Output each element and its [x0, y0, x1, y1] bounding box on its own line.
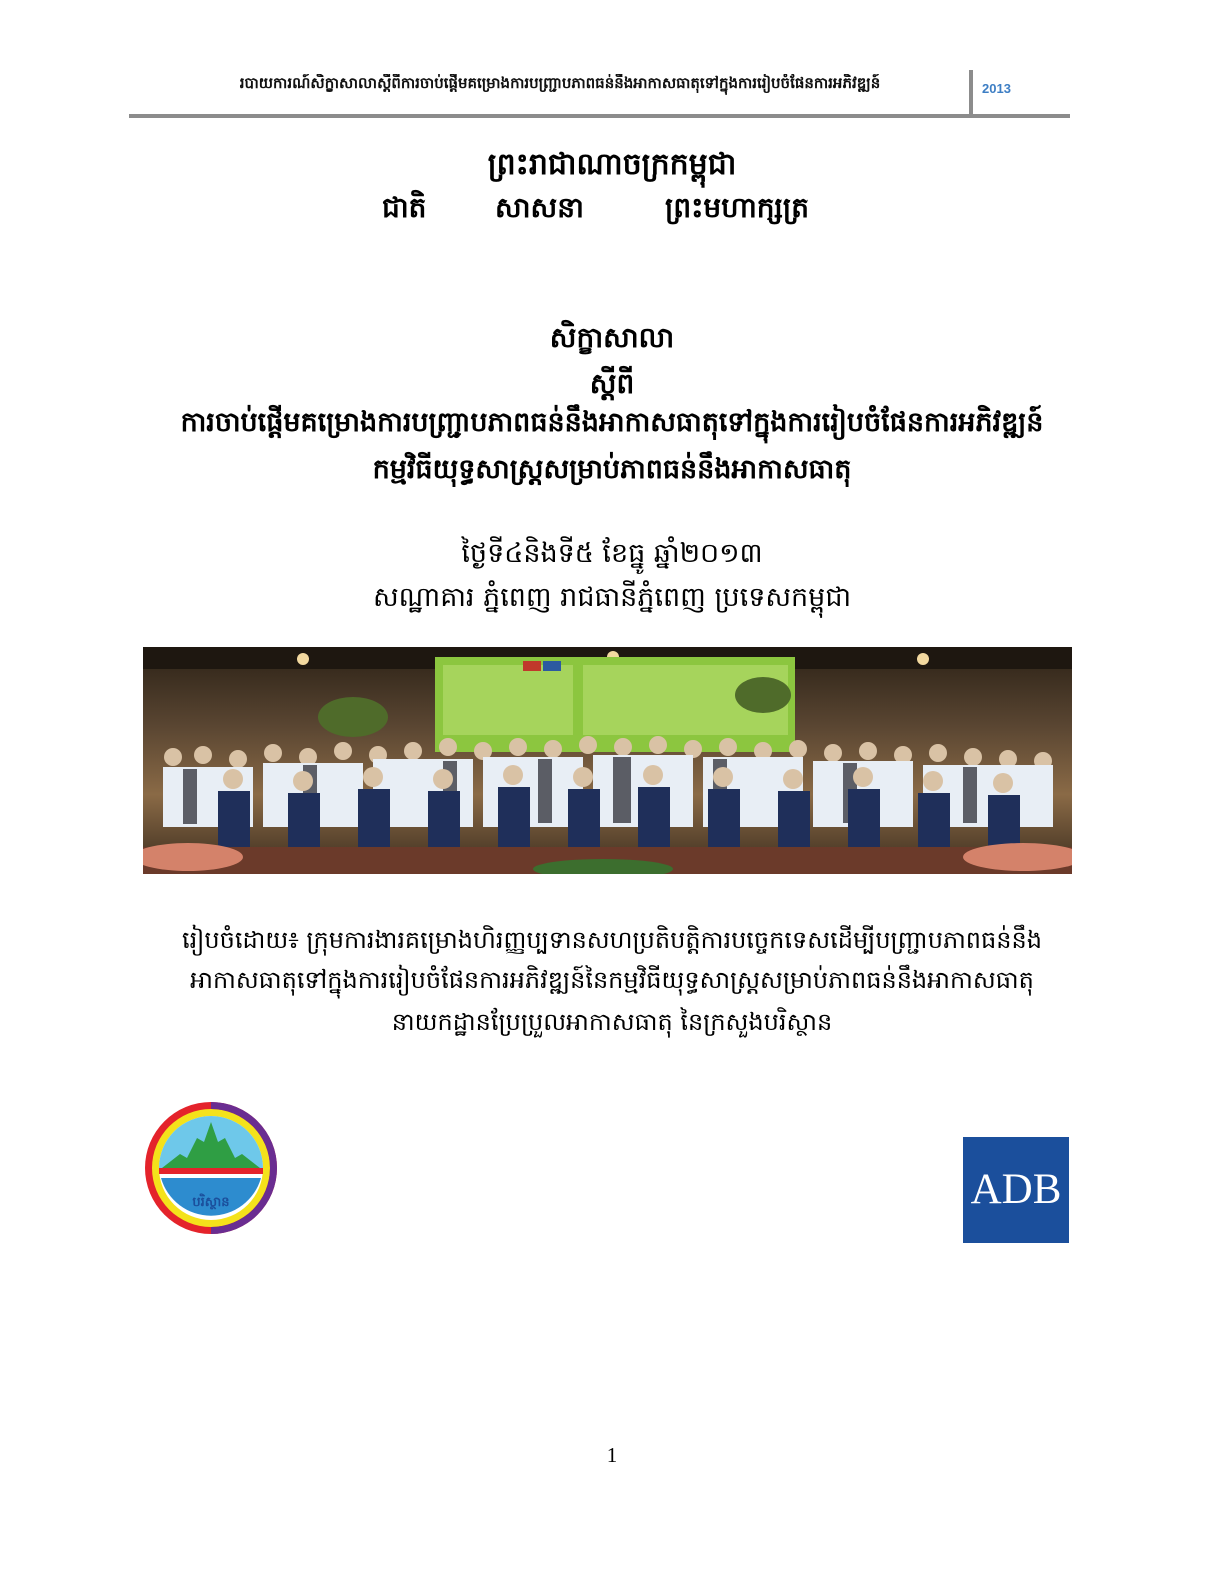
- motto-religion: សាសនា: [495, 191, 584, 224]
- motto-king: ព្រះមហាក្សត្រ: [665, 191, 809, 224]
- organizer-line-2: អាកាសធាតុទៅក្នុងការរៀបចំផែនការអភិវឌ្ឍន៍នៃកម្មវិធីយុទ្ធសាស្ត្រសម្រាប់ភាពធន់នឹងអាកាសធាតុ: [190, 966, 1034, 994]
- group-photo: [143, 647, 1072, 874]
- ministry-of-environment-logo: [142, 1098, 280, 1238]
- group-photo-illustration: [143, 647, 1072, 874]
- organizer-line-3: នាយកដ្ឋានប្រែប្រួលអាកាសធាតុ នៃក្រសួងបរិស្ថាន: [391, 1008, 833, 1036]
- motto-nation: ជាតិ: [382, 191, 427, 224]
- title-program: កម្មវិធីយុទ្ធសាស្ត្រសម្រាប់ភាពធន់នឹងអាកាសធាតុ: [372, 454, 852, 485]
- ministry-logo-text: បរិស្ថាន: [192, 1195, 230, 1210]
- event-date: ថ្ងៃទី៤និងទី៥ ខែធ្នូ ឆ្នាំ២០១៣: [461, 538, 763, 569]
- title-on: ស្តីពី: [589, 367, 635, 400]
- organizer-line-1: រៀបចំដោយ៖ ក្រុមការងារគម្រោងហិរញ្ញប្បទានសហប្រតិបត្តិការបច្ចេកទេសដើម្បីបញ្ជ្រាបភាពធន់នឹង: [182, 926, 1042, 954]
- adb-logo: ADB: [963, 1137, 1069, 1243]
- running-header-title: របាយការណ៍សិក្ខាសាលាស្តីពីការចាប់ផ្តើមគម្រោងការបញ្ជ្រាបភាពធន់នឹងអាកាសធាតុទៅក្នុងការរៀបចំផែនការអភិវឌ្ឍន៍: [239, 74, 881, 92]
- page-number: 1: [606, 1443, 618, 1467]
- title-workshop: សិក្ខាសាលា: [549, 321, 675, 354]
- header-rule: [129, 114, 1070, 118]
- title-main: ការចាប់ផ្តើមគម្រោងការបញ្ជ្រាបភាពធន់នឹងអាកាសធាតុទៅក្នុងការរៀបចំផែនការអភិវឌ្ឍន៍: [180, 407, 1044, 438]
- event-venue: សណ្ឋាគារ ភ្នំពេញ រាជធានីភ្នំពេញ ប្រទេសកម្ពុជា: [372, 582, 852, 613]
- kingdom-name: ព្រះរាជាណាចក្រកម្ពុជា: [487, 147, 737, 182]
- header-separator: [969, 70, 973, 115]
- header-year: 2013: [982, 81, 1011, 96]
